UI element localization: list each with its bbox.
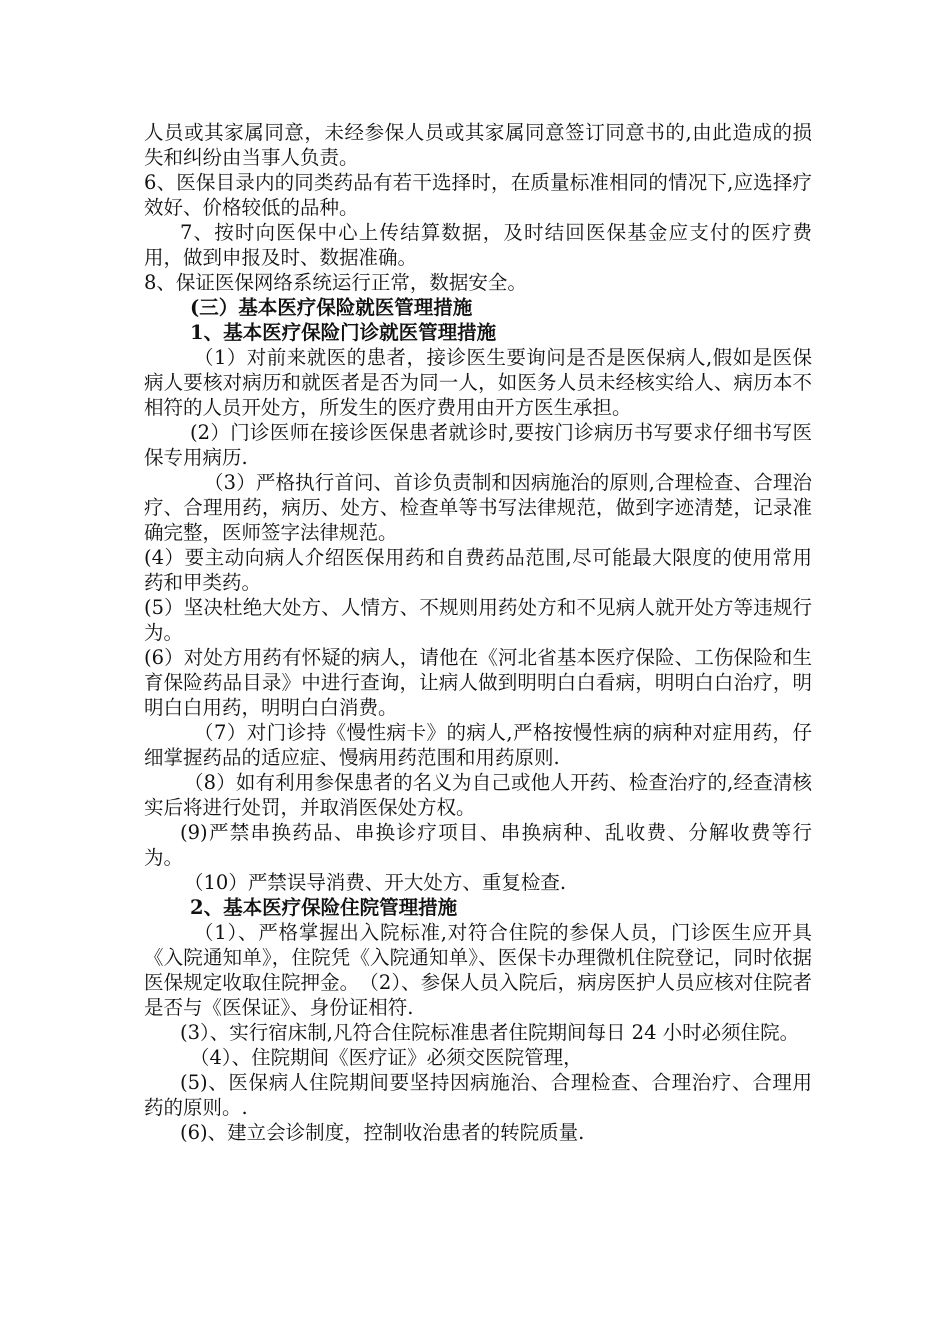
paragraph-outpatient-5: (5）坚决杜绝大处方、人情方、不规则用药处方和不见病人就开处方等违规行为。 [144,596,812,644]
paragraph-outpatient-8: （8）如有利用参保患者的名义为自己或他人开药、检查治疗的,经查清核实后将进行处罚，并取消医保处方权。 [144,771,812,819]
paragraph-outpatient-10: （10）严禁误导消费、开大处方、重复检查. [184,871,567,894]
paragraph-continuation: 人员或其家属同意，未经参保人员或其家属同意签订同意书的,由此造成的损失和纠纷由当事人负责。 [144,121,812,169]
document-body [144,120,812,1145]
paragraph-item-7: 7、按时向医保中心上传结算数据，及时结回医保基金应支付的医疗费用，做到申报及时、数据准确。 [144,221,812,269]
subsection-heading-outpatient: 1、基本医疗保险门诊就医管理措施 [190,321,497,344]
subsection-heading-inpatient: 2、基本医疗保险住院管理措施 [190,896,458,919]
paragraph-outpatient-3: （3）严格执行首问、首诊负责制和因病施治的原则,合理检查、合理治疗、合理用药，病历、处方、检查单等书写法律规范，做到字迹清楚，记录准确完整，医师签字法律规范。 [144,471,812,544]
paragraph-outpatient-2: (2）门诊医师在接诊医保患者就诊时,要按门诊病历书写要求仔细书写医保专用病历. [144,421,812,469]
section-heading-3: (三）基本医疗保险就医管理措施 [190,296,473,319]
paragraph-outpatient-9: (9)严禁串换药品、串换诊疗项目、串换病种、乱收费、分解收费等行为。 [144,821,812,869]
paragraph-inpatient-4: （4）、住院期间《医疗证》必须交医院管理， [190,1046,583,1069]
paragraph-inpatient-1-2: （1）、严格掌握出入院标准,对符合住院的参保人员，门诊医生应开具《入院通知单》，住院凭《入院通知单》、医保卡办理微机住院登记，同时依据医保规定收取住院押金。 （2）、参保人员入院后，病房医护人员应核对住院者是否与《医保证》、身份证相符. [144,921,812,1019]
paragraph-outpatient-4: (4）要主动向病人介绍医保用药和自费药品范围,尽可能最大限度的使用常用药和甲类药。 [144,546,812,594]
paragraph-item-6: 6、医保目录内的同类药品有若干选择时，在质量标准相同的情况下,应选择疗效好、价格较低的品种。 [144,171,812,219]
paragraph-outpatient-7: （7）对门诊持《慢性病卡》的病人,严格按慢性病的病种对症用药，仔细掌握药品的适应症、慢病用药范围和用药原则. [144,721,812,769]
paragraph-outpatient-6: (6）对处方用药有怀疑的病人，请他在《河北省基本医疗保险、工伤保险和生育保险药品目录》中进行查询，让病人做到明明白白看病，明明白白治疗，明明白白用药，明明白白消费。 [144,646,812,719]
paragraph-inpatient-5: (5)、医保病人住院期间要坚持因病施治、合理检查、合理治疗、合理用药的原则。. [144,1071,812,1119]
paragraph-outpatient-1: （1）对前来就医的患者，接诊医生要询问是否是医保病人,假如是医保病人要核对病历和就医者是否为同一人，如医务人员未经核实给人、病历本不相符的人员开处方，所发生的医疗费用由开方医生承担。 [144,346,812,419]
paragraph-inpatient-6: (6)、建立会诊制度，控制收治患者的转院质量. [180,1121,585,1144]
paragraph-inpatient-3: (3）、实行宿床制,凡符合住院标准患者住院期间每日 24 小时必须住院。 [180,1021,800,1044]
paragraph-item-8: 8、保证医保网络系统运行正常，数据安全。 [144,271,527,294]
